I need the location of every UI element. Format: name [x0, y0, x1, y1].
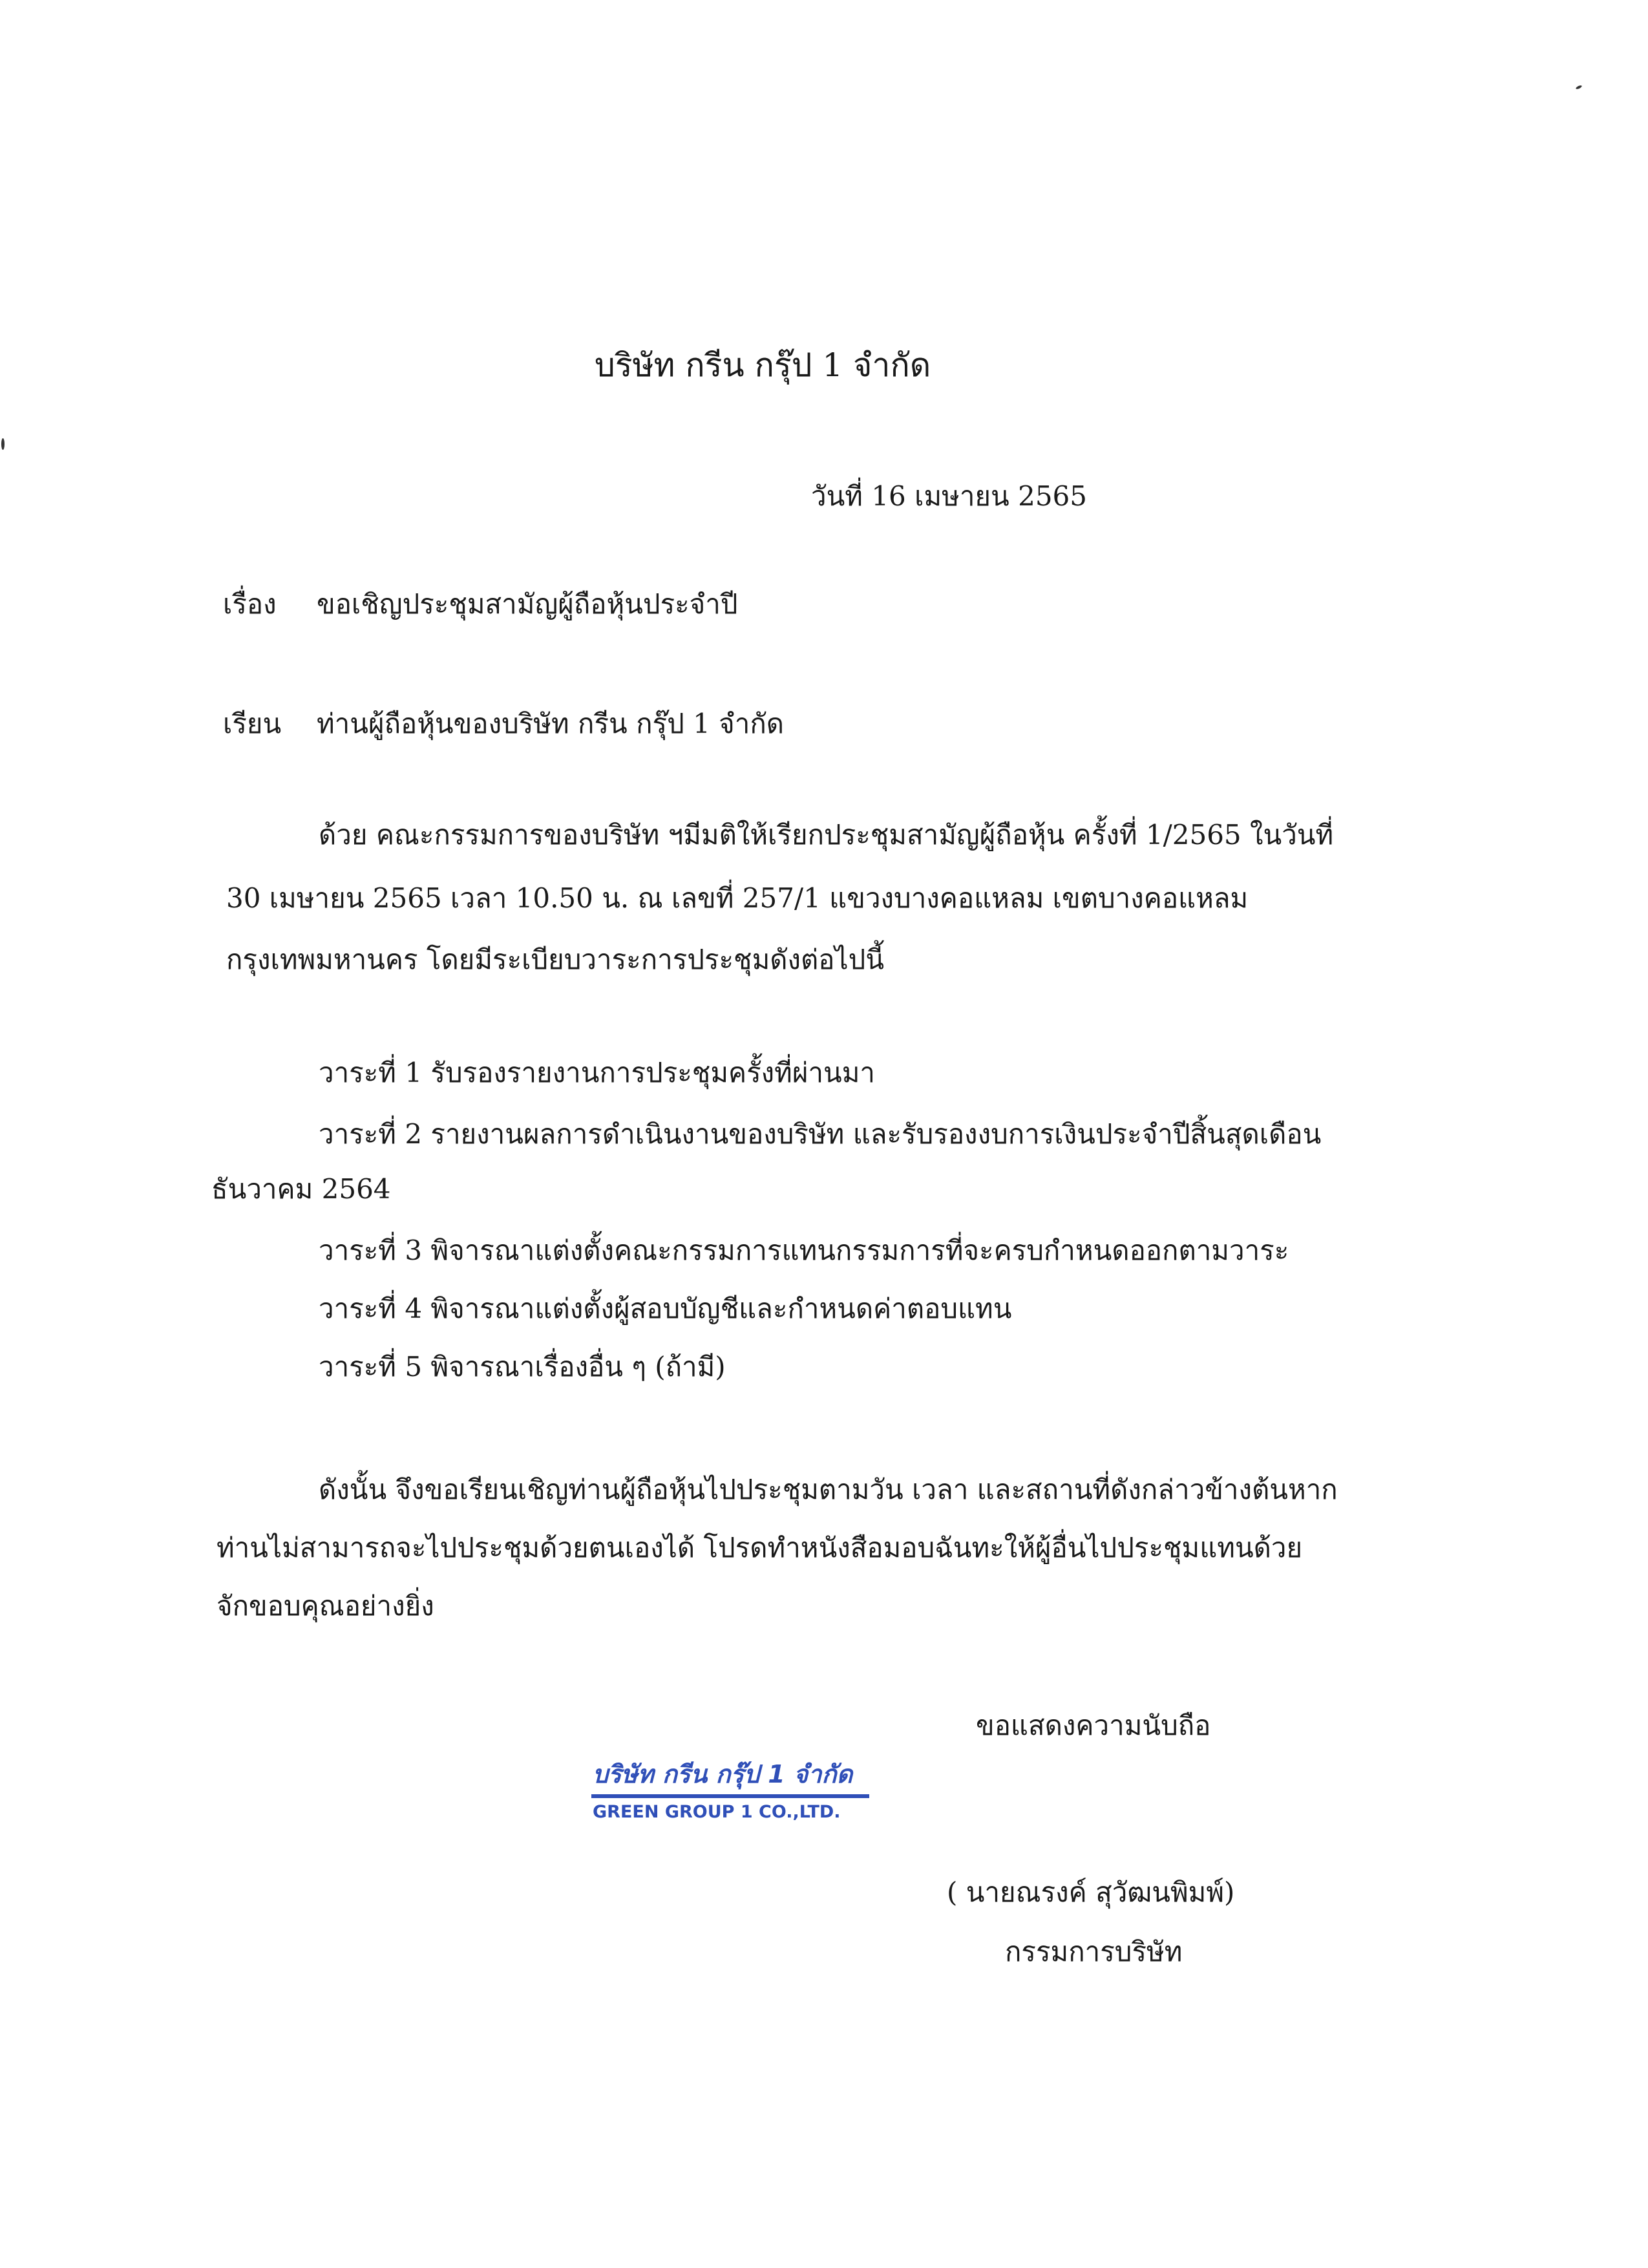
- agenda-item-1: วาระที่ 1 รับรองรายงานการประชุมครั้งที่ผ่านมา: [319, 1057, 876, 1088]
- signer-position: กรรมการบริษัท: [1005, 1936, 1183, 1967]
- intro-line: 30 เมษายน 2565 เวลา 10.50 น. ณ เลขที่ 257/1 แขวงบางคอแหลม เขตบางคอแหลม: [226, 882, 1249, 914]
- agenda-item-3: วาระที่ 3 พิจารณาแต่งตั้งคณะกรรมการแทนกรรมการที่จะครบกำหนดออกตามวาระ: [319, 1235, 1289, 1266]
- intro-line: กรุงเทพมหานคร โดยมีระเบียบวาระการประชุมดังต่อไปนี้: [226, 944, 885, 975]
- stamp-english-name: GREEN GROUP 1 CO.,LTD.: [593, 1802, 841, 1822]
- closing-salutation: ขอแสดงความนับถือ: [976, 1710, 1211, 1741]
- company-title: บริษัท กรีน กรุ๊ป 1 จำกัด: [595, 346, 931, 384]
- closing-paragraph-line: ดังนั้น จึงขอเรียนเชิญท่านผู้ถือหุ้นไปประชุมตามวัน เวลา และสถานที่ดังกล่าวข้างต้นหาก: [319, 1474, 1338, 1505]
- closing-paragraph-line: จักขอบคุณอย่างยิ่ง: [217, 1590, 434, 1622]
- signer-name: ( นายณรงค์ สุวัฒนพิมพ์): [947, 1876, 1235, 1908]
- stamp-underline: [591, 1794, 869, 1798]
- agenda-item-2: วาระที่ 2 รายงานผลการดำเนินงานของบริษัท และรับรองงบการเงินประจำปีสิ้นสุดเดือน: [319, 1118, 1322, 1150]
- agenda-item-5: วาระที่ 5 พิจารณาเรื่องอื่น ๆ (ถ้ามี): [319, 1351, 726, 1383]
- stamp-thai-name: บริษัท กรีน กรุ๊ป 1 จำกัด: [593, 1760, 853, 1788]
- agenda-item-4: วาระที่ 4 พิจารณาแต่งตั้งผู้สอบบัญชีและกำหนดค่าตอบแทน: [319, 1293, 1012, 1324]
- intro-line: ด้วย คณะกรรมการของบริษัท ฯมีมติให้เรียกประชุมสามัญผู้ถือหุ้น ครั้งที่ 1/2565 ในวันที่: [319, 819, 1334, 851]
- recipient-label: เรียน: [223, 708, 282, 739]
- subject-text: ขอเชิญประชุมสามัญผู้ถือหุ้นประจำปี: [317, 588, 738, 620]
- scan-speck: [1576, 85, 1583, 90]
- company-stamp: [591, 1758, 869, 1829]
- scan-speck: [1, 438, 5, 450]
- subject-label: เรื่อง: [223, 588, 277, 620]
- agenda-item-2-continued: ธันวาคม 2564: [211, 1173, 391, 1205]
- closing-paragraph-line: ท่านไม่สามารถจะไปประชุมด้วยตนเองได้ โปรดทำหนังสือมอบฉันทะให้ผู้อื่นไปประชุมแทนด้วย: [217, 1532, 1303, 1563]
- letter-date: วันที่ 16 เมษายน 2565: [811, 480, 1087, 512]
- recipient-text: ท่านผู้ถือหุ้นของบริษัท กรีน กรุ๊ป 1 จำกัด: [317, 708, 785, 739]
